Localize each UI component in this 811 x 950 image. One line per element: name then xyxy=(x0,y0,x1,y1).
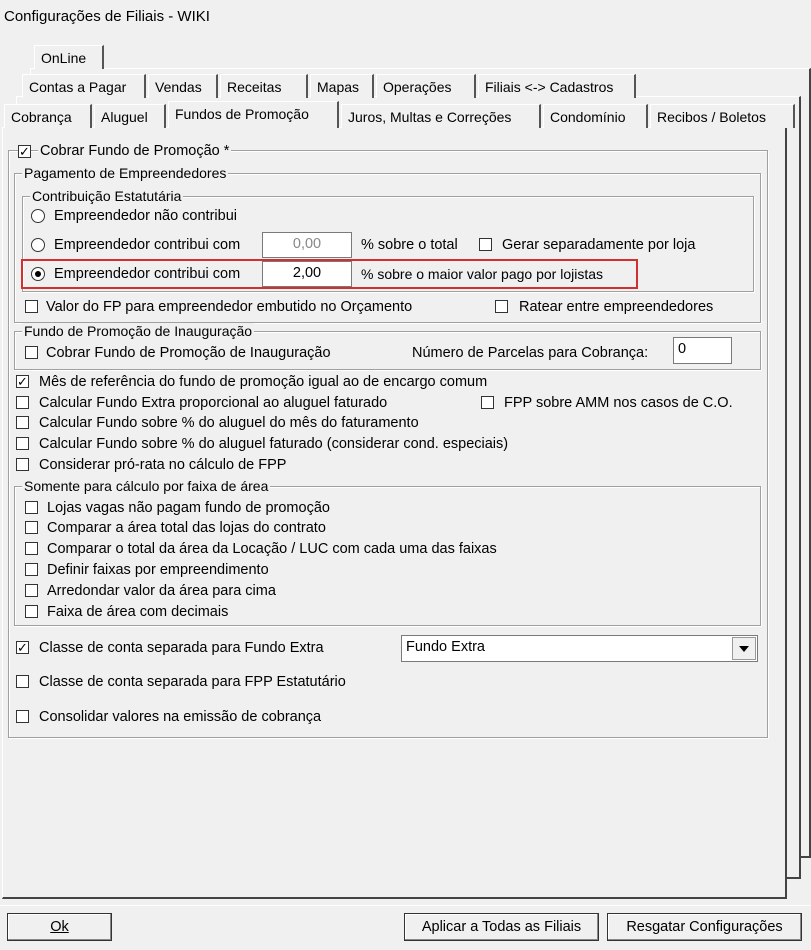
tab-cobranca[interactable]: Cobrança xyxy=(4,104,92,128)
gerar-separadamente-label: Gerar separadamente por loja xyxy=(502,237,696,253)
consolidar-checkbox[interactable] xyxy=(16,710,29,723)
cobrar-inauguracao-checkbox[interactable] xyxy=(25,346,38,359)
radio-contribui-total-label: Empreendedor contribui com xyxy=(54,237,241,253)
ok-button[interactable] xyxy=(7,913,112,941)
ratear-label: Ratear entre empreendedores xyxy=(519,299,714,315)
tab-filiais-cadastros[interactable]: Filiais <-> Cadastros xyxy=(478,74,636,98)
faixa-item-checkbox[interactable] xyxy=(25,542,38,555)
faixa-legend: Somente para cálculo por faixa de área xyxy=(24,478,269,494)
faixa-item-label: Definir faixas por empreendimento xyxy=(47,562,269,578)
radio-contribui-maior[interactable] xyxy=(31,267,45,281)
tab-receitas[interactable]: Receitas xyxy=(220,74,308,98)
classe-extra-value: Fundo Extra xyxy=(406,639,485,655)
calc-cond-checkbox[interactable] xyxy=(16,437,29,450)
tab-recibos-boletos[interactable]: Recibos / Boletos xyxy=(650,104,795,128)
faixa-item-label: Comparar a área total das lojas do contrato xyxy=(47,520,326,536)
embutido-label: Valor do FP para empreendedor embutido no Orçamento xyxy=(46,299,413,315)
cobrar-fp-label: Cobrar Fundo de Promoção * xyxy=(40,143,230,159)
faixa-item-checkbox[interactable] xyxy=(25,521,38,534)
classe-extra-select[interactable] xyxy=(401,635,758,662)
calc-cond-label: Calcular Fundo sobre % do aluguel faturado (considerar cond. especiais) xyxy=(39,436,509,452)
classe-fpp-checkbox[interactable] xyxy=(16,675,29,688)
radio-nao-contribui[interactable] xyxy=(31,209,45,223)
ok-button-label: Ok xyxy=(50,919,69,935)
faixa-item-label: Lojas vagas não pagam fundo de promoção xyxy=(47,500,330,516)
percent-maior-input[interactable]: 2,00 xyxy=(262,261,352,287)
contribuicao-legend: Contribuição Estatutária xyxy=(32,188,182,204)
ratear-checkbox[interactable] xyxy=(495,300,508,313)
calc-extra-label: Calcular Fundo Extra proporcional ao aluguel faturado xyxy=(39,395,388,411)
tab-operacoes[interactable]: Operações xyxy=(376,74,476,98)
calc-mes-label: Calcular Fundo sobre % do aluguel do mês do faturamento xyxy=(39,415,419,431)
tab-fundos-de-promocao[interactable]: Fundos de Promoção xyxy=(168,101,339,128)
cobrar-fp-checkbox[interactable]: ✓ xyxy=(19,144,30,159)
consolidar-label: Consolidar valores na emissão de cobrança xyxy=(39,709,322,725)
fpp-amm-checkbox[interactable] xyxy=(481,396,494,409)
faixa-item-label: Faixa de área com decimais xyxy=(47,604,229,620)
inauguracao-legend: Fundo de Promoção de Inauguração xyxy=(24,323,253,339)
faixa-item-checkbox[interactable] xyxy=(25,501,38,514)
tab-mapas[interactable]: Mapas xyxy=(310,74,374,98)
chevron-down-icon[interactable] xyxy=(732,637,756,660)
faixa-item-checkbox[interactable] xyxy=(25,584,38,597)
aplicar-todas-button[interactable]: Aplicar a Todas as Filiais xyxy=(404,913,599,941)
tab-juros-multas[interactable]: Juros, Multas e Correções xyxy=(341,104,541,128)
classe-extra-checkbox[interactable]: ✓ xyxy=(17,640,28,655)
classe-fpp-label: Classe de conta separada para FPP Estatutário xyxy=(39,674,346,690)
fpp-amm-label: FPP sobre AMM nos casos de C.O. xyxy=(504,395,733,411)
radio-contribui-total[interactable] xyxy=(31,238,45,252)
tab-aluguel[interactable]: Aluguel xyxy=(94,104,166,128)
faixa-item-label: Arredondar valor da área para cima xyxy=(47,583,276,599)
resgatar-button[interactable]: Resgatar Configurações xyxy=(607,913,802,941)
embutido-checkbox[interactable] xyxy=(25,300,38,313)
pro-rata-checkbox[interactable] xyxy=(16,458,29,471)
mes-ref-checkbox[interactable]: ✓ xyxy=(17,374,28,389)
calc-mes-checkbox[interactable] xyxy=(16,416,29,429)
cobrar-inauguracao-label: Cobrar Fundo de Promoção de Inauguração xyxy=(46,345,331,361)
radio-contribui-maior-label: Empreendedor contribui com xyxy=(54,266,241,282)
pro-rata-label: Considerar pró-rata no cálculo de FPP xyxy=(39,457,287,473)
pagamento-legend: Pagamento de Empreendedores xyxy=(24,165,227,181)
parcelas-input[interactable]: 0 xyxy=(673,337,732,364)
percent-total-input[interactable]: 0,00 xyxy=(262,232,352,258)
tab-vendas[interactable]: Vendas xyxy=(148,74,218,98)
percent-total-suffix: % sobre o total xyxy=(361,237,458,253)
tab-online[interactable]: OnLine xyxy=(34,45,104,69)
calc-extra-checkbox[interactable] xyxy=(16,396,29,409)
window-title: Configurações de Filiais - WIKI xyxy=(4,8,210,25)
parcelas-label: Número de Parcelas para Cobrança: xyxy=(412,345,649,361)
faixa-item-checkbox[interactable] xyxy=(25,563,38,576)
classe-extra-label: Classe de conta separada para Fundo Extra xyxy=(39,640,324,656)
mes-ref-label: Mês de referência do fundo de promoção igual ao de encargo comum xyxy=(39,374,488,390)
faixa-item-label: Comparar o total da área da Locação / LUC com cada uma das faixas xyxy=(47,541,497,557)
percent-maior-suffix: % sobre o maior valor pago por lojistas xyxy=(361,266,604,282)
tab-contas-a-pagar[interactable]: Contas a Pagar xyxy=(22,74,146,98)
tab-condominio[interactable]: Condomínio xyxy=(543,104,648,128)
radio-nao-contribui-label: Empreendedor não contribui xyxy=(54,208,237,224)
faixa-item-checkbox[interactable] xyxy=(25,605,38,618)
gerar-separadamente-checkbox[interactable] xyxy=(479,238,492,251)
